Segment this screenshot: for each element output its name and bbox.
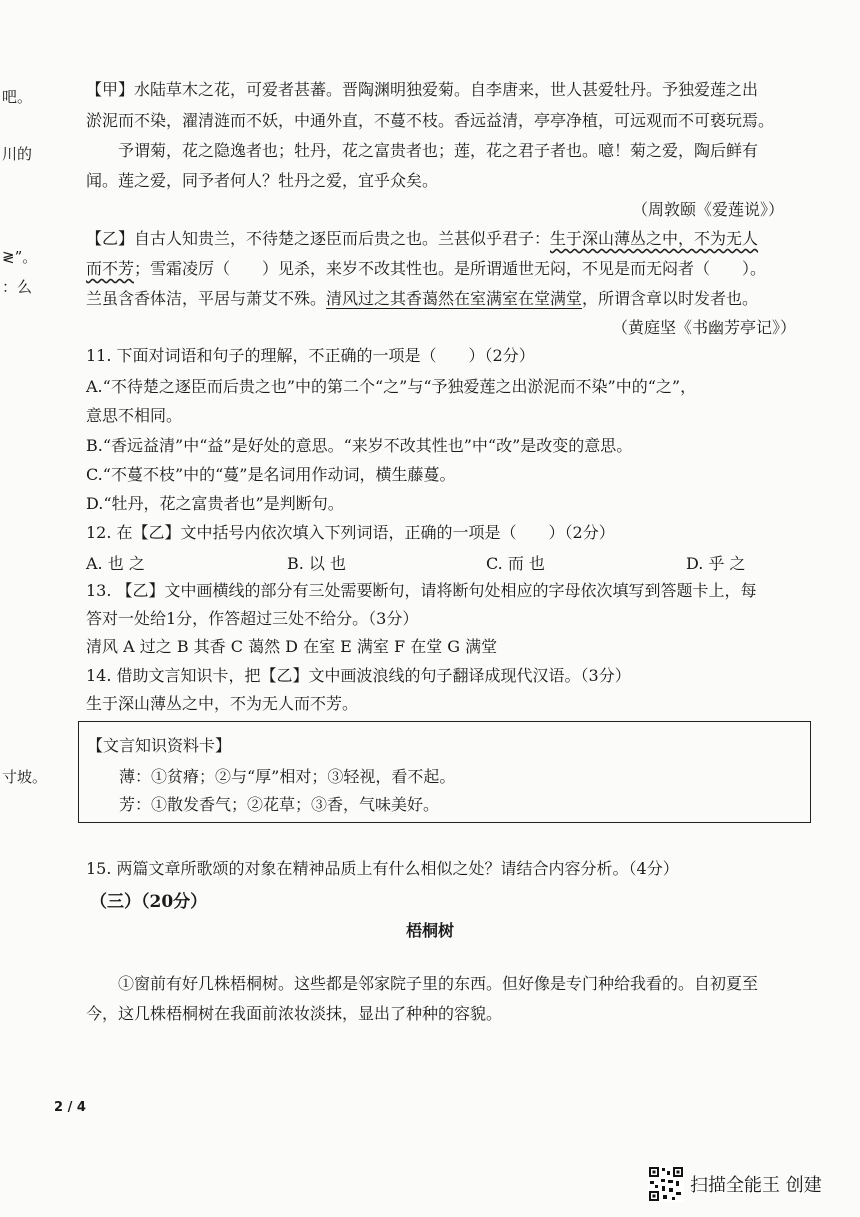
q13-line-1: 13. 【乙】文中画横线的部分有三处需要断句，请将断句处相应的字母依次填写到答题卡上，每	[86, 581, 757, 600]
q11-option-b: B.“香远益清”中“益”是好处的意思。“来岁不改其性也”中“改”是改变的意思。	[86, 436, 633, 455]
q11-option-a: A.“不待楚之逐臣而后贵之也”中的第二个“之”与“予独爱莲之出淤泥而不染”中的“之”，	[86, 377, 697, 396]
q12-option-d: D. 乎 之	[686, 554, 746, 573]
yi-line-2-text: ；雪霜凌厉（ ）见杀，来岁不改其性也。是所谓遁世无闷，不见是而无闷者（ ）。	[134, 259, 767, 278]
margin-fragment: ：么	[2, 278, 33, 296]
q12-stem: 12. 在【乙】文中括号内依次填入下列词语，正确的一项是（ ）（2分）	[86, 523, 615, 542]
q14-sentence: 生于深山薄丛之中，不为无人而不芳。	[86, 694, 359, 713]
q11-stem: 11. 下面对词语和句子的理解，不正确的一项是（ ）（2分）	[86, 346, 535, 365]
qr-code-icon	[648, 1166, 684, 1202]
q13-line-2: 答对一处给1分，作答超过三处不给分。（3分）	[86, 609, 419, 628]
section-three-heading: （三）（20分）	[90, 892, 208, 912]
margin-fragment: 吧。	[2, 88, 33, 106]
q15-stem: 15. 两篇文章所歌颂的对象在精神品质上有什么相似之处？请结合内容分析。（4分）	[86, 859, 679, 878]
knowledge-card-bo: 薄：①贫瘠；②与“厚”相对；③轻视，看不起。	[119, 767, 456, 786]
q11-option-a-cont: 意思不相同。	[86, 406, 183, 425]
article-paragraph-1: ①窗前有好几株梧桐树。这些都是邻家院子里的东西。但好像是专门种给我看的。自初夏至	[118, 974, 759, 993]
scanner-brand-label: 扫描全能王 创建	[690, 1175, 822, 1196]
article-title: 梧桐树	[405, 921, 454, 940]
knowledge-card	[78, 721, 811, 823]
yi-line-3	[86, 289, 758, 309]
yi-line-3-tail: ，所谓含章以时发者也。	[582, 289, 759, 308]
yi-line-1-text: 【乙】自古人知贵兰，不待楚之逐臣而后贵之也。兰甚似乎君子：	[86, 229, 551, 248]
margin-fragment: 寸坡。	[2, 768, 48, 786]
q13-options: 清风 A 过之 B 其香 C 蔼然 D 在室 E 满室 F 在堂 G 满堂	[86, 637, 498, 656]
underlined-sentence: 清风过之其香蔼然在室满室在堂满堂	[326, 289, 583, 308]
knowledge-card-fang: 芳：①散发香气；②花草；③香，气味美好。	[119, 795, 440, 814]
q14-stem: 14. 借助文言知识卡，把【乙】文中画波浪线的句子翻译成现代汉语。（3分）	[86, 666, 631, 685]
article-paragraph-1-cont: 今，这几株梧桐树在我面前浓妆淡抹，显出了种种的容貌。	[86, 1004, 503, 1023]
q12-option-c: C. 而 也	[486, 554, 545, 573]
q11-option-d: D.“牡丹，花之富贵者也”是判断句。	[86, 494, 344, 513]
jia-line-2: 淤泥而不染，濯清涟而不妖，中通外直，不蔓不枝。香远益清，亭亭净植，可远观而不可亵玩焉。	[86, 111, 775, 130]
jia-line-3: 予谓菊，花之隐逸者也；牡丹，花之富贵者也；莲，花之君子者也。噫！菊之爱，陶后鲜有	[118, 141, 759, 160]
jia-line-1: 【甲】水陆草木之花，可爱者甚蕃。晋陶渊明独爱菊。自李唐来，世人甚爱牡丹。予独爱莲之出	[86, 80, 759, 99]
page-number: 2 / 4	[54, 1100, 86, 1115]
q11-option-c: C.“不蔓不枝”中的“蔓”是名词用作动词，横生藤蔓。	[86, 465, 456, 484]
yi-line-3-text: 兰虽含香体洁，平居与萧艾不殊。	[86, 289, 327, 308]
jia-source: （周敦颐《爱莲说》）	[632, 200, 785, 219]
q12-option-b: B. 以 也	[287, 554, 347, 573]
q12-option-a: A. 也 之	[86, 554, 145, 573]
jia-line-4: 闻。莲之爱，同予者何人？牡丹之爱，宜乎众矣。	[86, 171, 439, 190]
yi-source: （黄庭坚《书幽芳亭记》）	[612, 318, 797, 337]
yi-line-2	[86, 259, 766, 279]
margin-fragment: 川的	[2, 145, 33, 163]
wavy-underlined-sentence-end: 而不芳	[86, 259, 135, 278]
yi-line-1	[86, 229, 758, 249]
wavy-underlined-sentence: 生于深山薄丛之中，不为无人	[550, 229, 759, 248]
margin-fragment: ≷”。	[2, 248, 38, 266]
knowledge-card-title: 【文言知识资料卡】	[87, 736, 232, 755]
